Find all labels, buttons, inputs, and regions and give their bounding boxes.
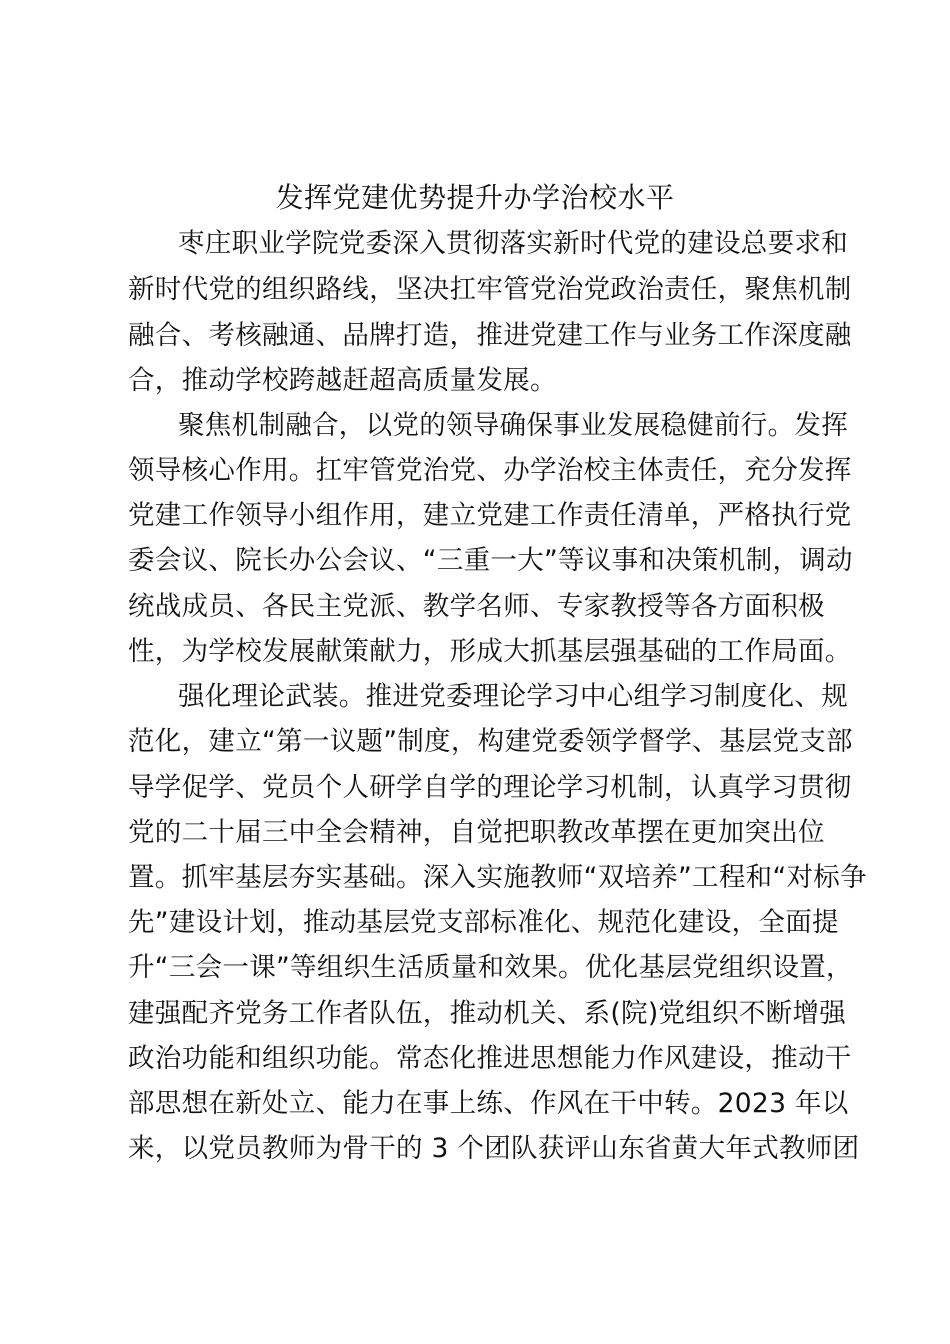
paragraph-line: 党的二十届三中全会精神，自觉把职教改革摆在更加突出位	[128, 817, 825, 848]
paragraph-line: 领导核心作用。扛牢管党治党、办学治校主体责任，充分发挥	[128, 455, 852, 486]
paragraph-line: 政治功能和组织功能。常态化推进思想能力作风建设，推动干	[128, 1043, 852, 1074]
paragraph-line: 来，以党员教师为骨干的 3 个团队获评山东省黄大年式教师团	[128, 1133, 860, 1164]
paragraph-line: 合，推动学校跨越赶超高质量发展。	[128, 365, 557, 396]
paragraph-line: 置。抓牢基层夯实基础。深入实施教师“双培养”工程和“对标争	[128, 862, 867, 893]
paragraph-line: 升“三会一课”等组织生活质量和效果。优化基层党组织设置，	[128, 952, 853, 983]
paragraph-line: 部思想在新处立、能力在事上练、作风在干中转。2023 年以	[128, 1088, 849, 1119]
paragraph-line: 范化，建立“第一议题”制度，构建党委领学督学、基层党支部	[128, 726, 853, 757]
paragraph-line: 先”建设计划，推动基层党支部标准化、规范化建设，全面提	[128, 907, 839, 938]
document-title: 发挥党建优势提升办学治校水平	[275, 181, 675, 214]
paragraph-line: 统战成员、各民主党派、教学名师、专家教授等各方面积极	[128, 591, 825, 622]
paragraph-line: 强化理论武装。推进党委理论学习中心组学习制度化、规	[178, 681, 848, 712]
paragraph-line: 枣庄职业学院党委深入贯彻落实新时代党的建设总要求和	[178, 228, 848, 259]
paragraph-line: 导学促学、党员个人研学自学的理论学习机制，认真学习贯彻	[128, 772, 852, 803]
paragraph-line: 融合、考核融通、品牌打造，推进党建工作与业务工作深度融	[128, 320, 852, 351]
paragraph-line: 新时代党的组织路线，坚决扛牢管党治党政治责任，聚焦机制	[128, 274, 852, 305]
paragraph-line: 建强配齐党务工作者队伍，推动机关、系(院)党组织不断增强	[128, 998, 847, 1029]
paragraph-line: 委会议、院长办公会议、“三重一大”等议事和决策机制，调动	[128, 545, 853, 576]
paragraph-line: 党建工作领导小组作用，建立党建工作责任清单，严格执行党	[128, 500, 852, 531]
paragraph-line: 性，为学校发展献策献力，形成大抓基层强基础的工作局面。	[128, 636, 852, 667]
paragraph-line: 聚焦机制融合，以党的领导确保事业发展稳健前行。发挥	[178, 410, 848, 441]
